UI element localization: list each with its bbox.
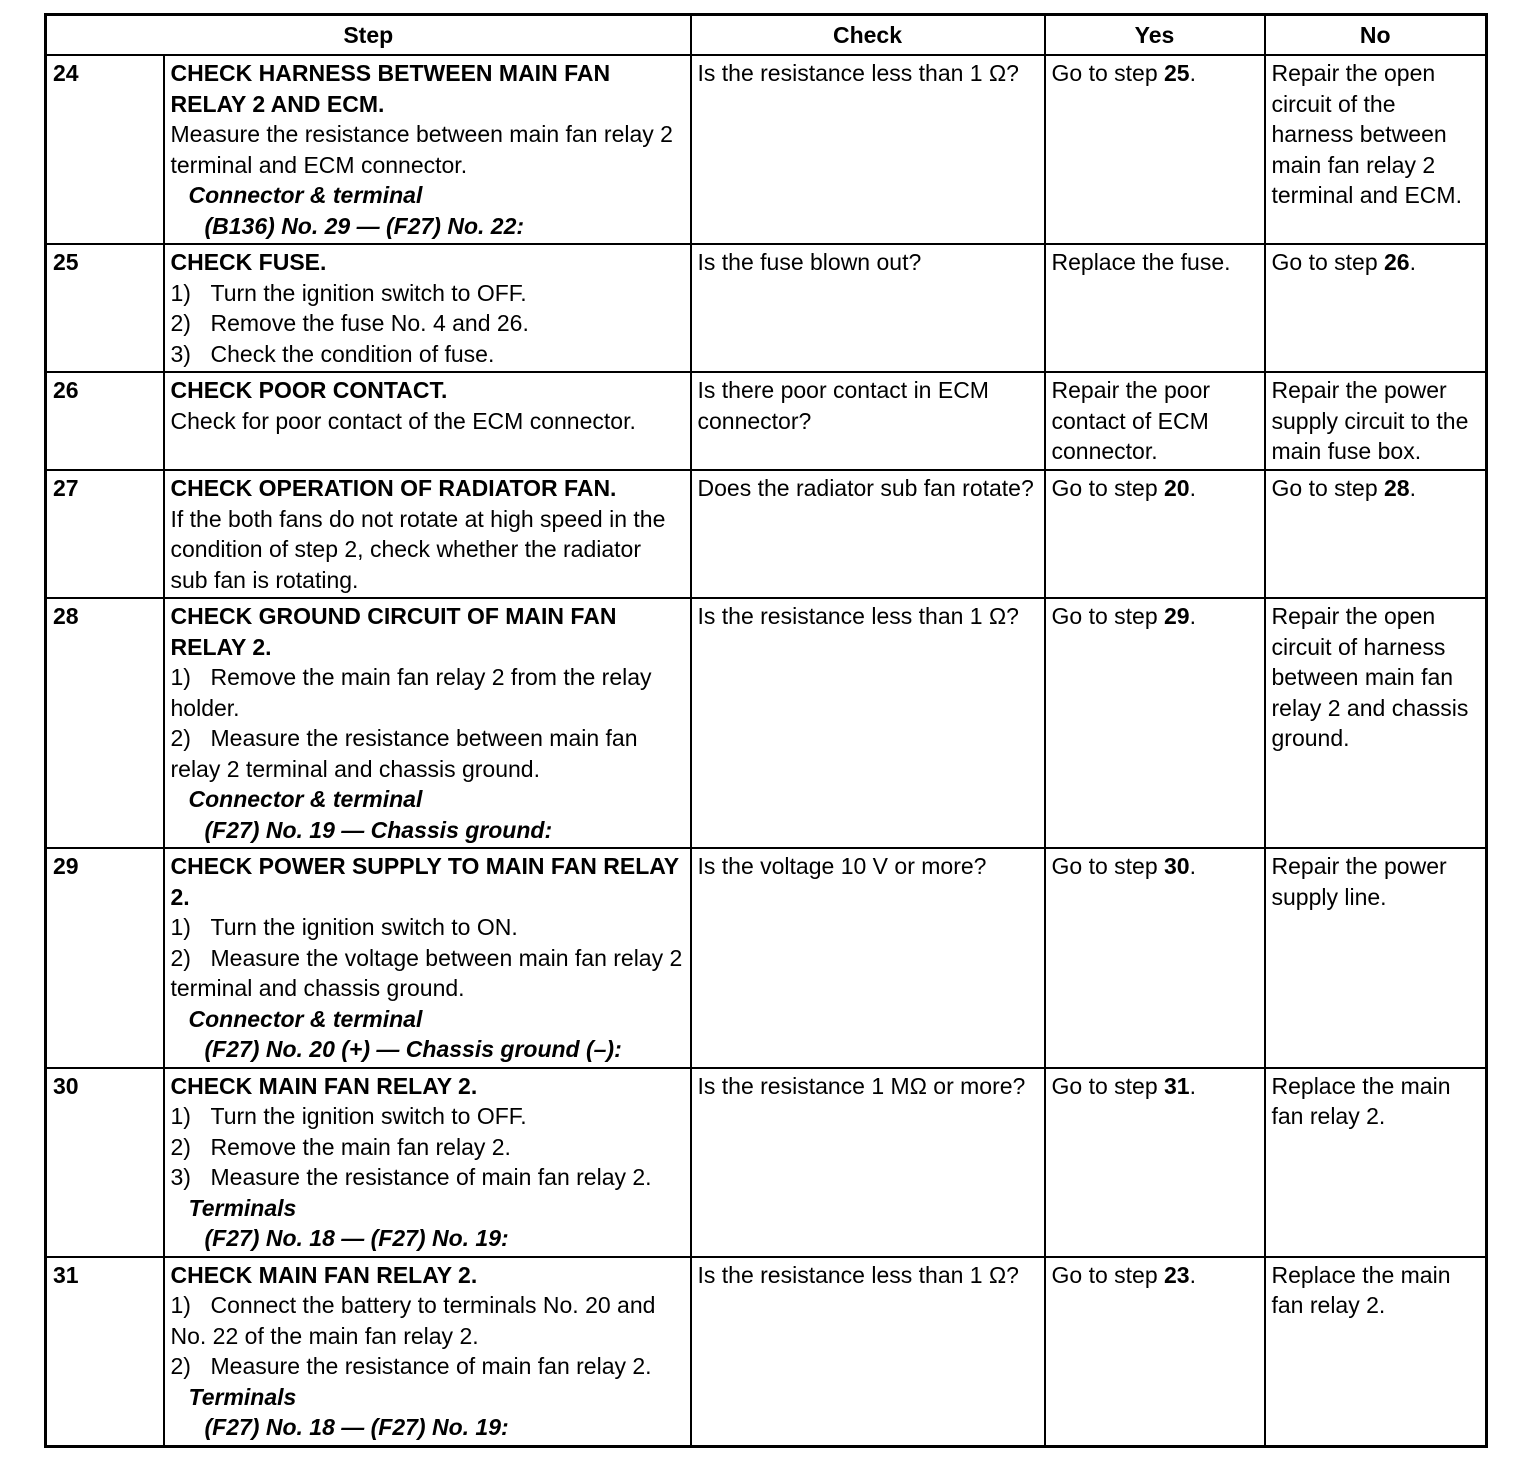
table-header [46,15,1487,56]
no-step-ref: 26 [1384,249,1410,275]
step-title: CHECK GROUND CIRCUIT OF MAIN FAN RELAY 2. [170,603,617,660]
step-number: 28 [46,598,164,848]
spec-value: (F27) No. 20 (+) — Chassis ground (–): [204,1036,622,1062]
step-instruction [171,662,684,723]
instruction-text: Measure the resistance between main fan relay 2 terminal and chassis ground. [170,725,638,782]
check-question: Is the resistance less than 1 Ω? [691,598,1045,848]
no-action-suffix: . [1409,475,1416,501]
table-body [46,55,1487,1446]
step-instruction [171,723,684,784]
yes-action [1045,470,1265,598]
instruction-number: 1) [170,1292,191,1318]
step-description [164,1068,691,1257]
instruction-number: 1) [170,664,191,690]
yes-action [1045,55,1265,244]
instruction-number: 1) [170,1103,191,1129]
table-row [46,598,1487,848]
table-row [46,372,1487,470]
check-question: Is the resistance 1 MΩ or more? [691,1068,1045,1257]
no-action [1265,372,1487,470]
table-row [46,1068,1487,1257]
instruction-number: 1) [170,279,191,306]
yes-action-text: Go to step [1051,1261,1165,1288]
step-instruction [171,1351,684,1382]
no-action [1265,1257,1487,1447]
table-row [46,244,1487,372]
spec-heading: Terminals [188,1194,297,1221]
no-action-suffix: . [1409,249,1416,275]
table-row [46,55,1487,244]
instruction-text: If the both fans do not rotate at high speed in the condition of step 2, check whether the radiator sub fan is rotating. [170,505,666,593]
step-instruction [171,406,684,437]
check-question: Is the voltage 10 V or more? [691,848,1045,1068]
yes-action [1045,244,1265,372]
yes-step-ref: 23 [1164,1261,1190,1288]
step-number: 24 [46,55,164,244]
no-action [1265,598,1487,848]
step-number: 25 [46,244,164,372]
step-instruction [171,308,684,339]
yes-step-ref: 31 [1164,1072,1190,1099]
spec-value: (F27) No. 18 — (F27) No. 19: [204,1225,509,1251]
table-row [46,848,1487,1068]
yes-step-ref: 30 [1164,853,1190,879]
yes-action-suffix: . [1189,853,1196,879]
yes-action-text: Replace the fuse. [1051,249,1231,275]
step-instruction [171,1132,684,1163]
step-instruction [171,278,684,309]
step-title: CHECK FUSE. [170,249,327,275]
yes-action-text: Repair the poor contact of ECM connector. [1051,377,1211,464]
instruction-text: Turn the ignition switch to OFF. [210,279,527,306]
diagnostic-table [44,13,1488,1448]
no-action-text: Repair the open circuit of the harness between main fan relay 2 terminal and ECM. [1271,60,1462,208]
instruction-text: Measure the resistance of main fan relay 2. [210,1164,652,1190]
no-action [1265,244,1487,372]
instruction-number: 1) [170,914,191,940]
yes-action [1045,848,1265,1068]
step-description [164,244,691,372]
check-question: Is there poor contact in ECM connector? [691,372,1045,470]
step-instruction [171,912,684,943]
yes-action-text: Go to step [1051,475,1165,501]
yes-action [1045,372,1265,470]
no-action-text: Repair the power supply line. [1271,853,1447,910]
step-number: 30 [46,1068,164,1257]
instruction-text: Remove the fuse No. 4 and 26. [210,310,529,336]
header-step: Step [46,15,691,56]
no-action-text: Go to step [1271,249,1385,275]
check-question: Is the fuse blown out? [691,244,1045,372]
spec-value: (B136) No. 29 — (F27) No. 22: [204,212,525,239]
step-number: 31 [46,1257,164,1447]
no-action [1265,55,1487,244]
step-instruction [171,119,684,180]
step-instruction [171,339,684,370]
spec-value: (F27) No. 18 — (F27) No. 19: [204,1414,509,1440]
spec-heading: Connector & terminal [188,1005,423,1032]
no-step-ref: 28 [1384,475,1410,501]
no-action-text: Replace the main fan relay 2. [1271,1072,1451,1129]
step-number: 26 [46,372,164,470]
yes-action-text: Go to step [1051,853,1165,879]
step-title: CHECK OPERATION OF RADIATOR FAN. [170,475,617,501]
instruction-text: Measure the resistance of main fan relay 2. [210,1353,652,1379]
instruction-number: 2) [170,725,191,751]
no-action [1265,848,1487,1068]
no-action [1265,1068,1487,1257]
spec-heading: Connector & terminal [188,786,423,812]
table-row [46,470,1487,598]
step-instruction [171,504,684,596]
no-action [1265,470,1487,598]
check-question: Does the radiator sub fan rotate? [691,470,1045,598]
instruction-text: Remove the main fan relay 2. [210,1133,511,1160]
check-question: Is the resistance less than 1 Ω? [691,55,1045,244]
step-title: CHECK HARNESS BETWEEN MAIN FAN RELAY 2 AND ECM. [170,60,611,117]
instruction-text: Turn the ignition switch to ON. [210,914,518,940]
header-check: Check [691,15,1045,56]
step-description [164,470,691,598]
yes-action-suffix: . [1189,475,1196,501]
yes-action [1045,598,1265,848]
instruction-number: 2) [170,1353,191,1379]
yes-action-text: Go to step [1051,1072,1165,1099]
step-description [164,1257,691,1447]
instruction-number: 3) [170,340,191,367]
spec-heading: Terminals [188,1383,297,1410]
instruction-text: Check for poor contact of the ECM connector. [170,407,636,434]
step-title: CHECK POOR CONTACT. [170,377,448,403]
yes-action-suffix: . [1189,1072,1196,1099]
step-title: CHECK MAIN FAN RELAY 2. [170,1072,478,1099]
instruction-text: Remove the main fan relay 2 from the relay holder. [170,664,652,721]
spec-heading: Connector & terminal [188,182,423,208]
yes-action-text: Go to step [1051,60,1165,86]
instruction-text: Connect the battery to terminals No. 20 and No. 22 of the main fan relay 2. [170,1292,656,1349]
step-instruction [171,943,684,1004]
step-description [164,598,691,848]
header-no: No [1265,15,1487,56]
step-description [164,372,691,470]
instruction-number: 2) [170,944,191,971]
yes-action-suffix: . [1189,603,1196,629]
step-number: 29 [46,848,164,1068]
step-title: CHECK POWER SUPPLY TO MAIN FAN RELAY 2. [170,853,679,910]
step-description [164,55,691,244]
yes-action-suffix: . [1189,60,1196,86]
yes-action [1045,1068,1265,1257]
step-number: 27 [46,470,164,598]
instruction-number: 3) [170,1164,191,1190]
step-instruction [171,1101,684,1132]
instruction-number: 2) [170,1133,191,1160]
yes-step-ref: 20 [1164,475,1190,501]
spec-value: (F27) No. 19 — Chassis ground: [204,816,553,843]
header-yes: Yes [1045,15,1265,56]
yes-step-ref: 29 [1164,603,1190,629]
instruction-text: Measure the resistance between main fan relay 2 terminal and ECM connector. [170,121,673,178]
yes-action-text: Go to step [1051,603,1165,629]
instruction-text: Check the condition of fuse. [210,340,495,367]
no-action-text: Go to step [1271,475,1385,501]
check-question: Is the resistance less than 1 Ω? [691,1257,1045,1447]
yes-action [1045,1257,1265,1447]
step-instruction [171,1290,684,1351]
no-action-text: Repair the power supply circuit to the main fuse box. [1271,377,1469,464]
no-action-text: Repair the open circuit of harness between main fan relay 2 and chassis ground. [1271,603,1469,751]
step-description [164,848,691,1068]
yes-step-ref: 25 [1164,60,1190,86]
instruction-number: 2) [170,310,191,336]
table-row [46,1257,1487,1447]
step-instruction [171,1162,684,1193]
step-title: CHECK MAIN FAN RELAY 2. [170,1261,478,1288]
instruction-text: Turn the ignition switch to OFF. [210,1103,527,1129]
instruction-text: Measure the voltage between main fan relay 2 terminal and chassis ground. [170,944,683,1001]
yes-action-suffix: . [1189,1261,1196,1288]
no-action-text: Replace the main fan relay 2. [1271,1261,1451,1318]
